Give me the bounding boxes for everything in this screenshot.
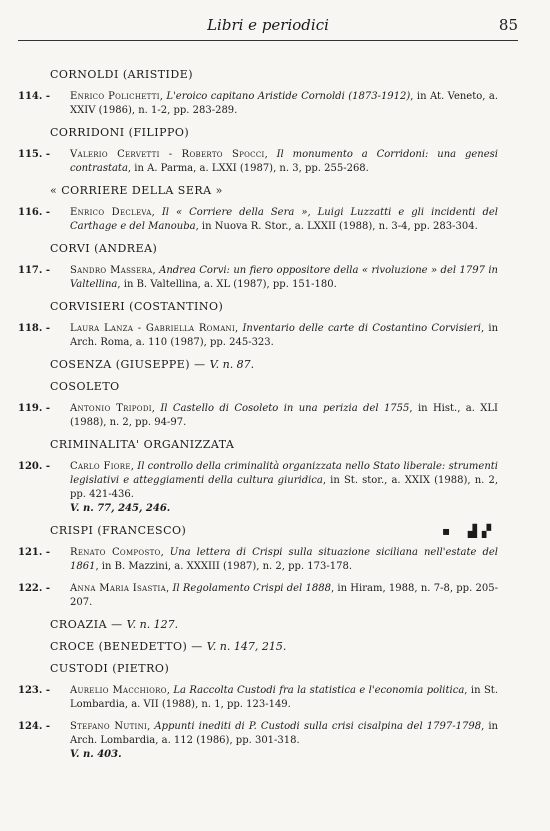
entry-title: Il Castello di Cosoleto in una perizia del 1755 bbox=[160, 403, 410, 414]
heading-text: CROAZIA — bbox=[50, 618, 123, 631]
section-heading bbox=[50, 358, 498, 372]
bibliography-entry: 124. - Stefano Nutini, Appunti inediti di P. Custodi sulla crisi cisalpina del 1797-1798, in Arch. Lombardia, a. 112 (1986), pp. 301-318. V. n. 403. bbox=[18, 721, 498, 760]
entry-number: 119. - bbox=[18, 403, 50, 414]
entry-author: Aurelio Macchioro bbox=[70, 685, 167, 696]
entry-title: L'eroico capitano Aristide Cornoldi (1873-1912) bbox=[166, 91, 411, 102]
entry-source: , in B. Mazzini, a. XXXIII (1987), n. 2, pp. 173-178. bbox=[95, 561, 352, 572]
bibliography-entry: 120. - Carlo Fiore, Il controllo della criminalità organizzata nello Stato liberale: strumenti legislativi e atteggiamenti della cultura giuridica, in St. stor., a. XXIX (1988), n. 2, pp. 421-436. V. n. 77, 245, 246. bbox=[18, 461, 499, 514]
entry-author: Stefano Nutini bbox=[70, 721, 148, 732]
section-heading: CORRIDONI (FILIPPO) bbox=[50, 126, 190, 139]
page-header bbox=[18, 14, 518, 40]
entry-source: , in Arch. Roma, a. 110 (1987), pp. 245-323. bbox=[70, 323, 499, 348]
section-heading bbox=[50, 640, 498, 654]
ink-marks: ▪ ▟ ▞ bbox=[442, 524, 492, 538]
cross-reference: V. n. 147, 215. bbox=[206, 640, 287, 653]
cross-reference: V. n. 403. bbox=[70, 749, 122, 760]
running-title: Libri e periodici bbox=[207, 16, 329, 34]
entry-number: 116. - bbox=[18, 207, 50, 218]
bibliography-entry: 123. - Aurelio Macchioro, La Raccolta Custodi fra la statistica e l'economia politica, in St. Lombardia, a. VII (1988), n. 1, pp. 123-149. bbox=[18, 685, 498, 710]
entry-title: Una lettera di Crispi sulla situazione siciliana nell'estate del 1861 bbox=[70, 547, 498, 572]
heading-text: COSENZA (GIUSEPPE) — bbox=[50, 358, 206, 371]
entry-source: , in St. stor., a. XXIX (1988), n. 2, pp. 421-436. bbox=[70, 475, 499, 500]
bibliography-entry: 114. - Enrico Polichetti, L'eroico capitano Aristide Cornoldi (1873-1912), in At. Veneto, a. XXIV (1986), n. 1-2, pp. 283-289. bbox=[18, 91, 499, 116]
section-heading bbox=[50, 524, 498, 538]
entry-author: Laura Lanza - Gabriella Romani bbox=[70, 323, 236, 334]
heading-text: CROCE (BENEDETTO) — bbox=[50, 640, 203, 653]
section-heading bbox=[50, 618, 498, 632]
cross-reference: V. n. 77, 245, 246. bbox=[70, 503, 171, 514]
entry-author: Antonio Tripodi bbox=[70, 403, 152, 414]
entry-title: Il Regolamento Crispi del 1888 bbox=[172, 583, 331, 594]
entry-title: La Raccolta Custodi fra la statistica e l'economia politica bbox=[173, 685, 465, 696]
bibliography-entry: 116. - Enrico Decleva, Il « Corriere della Sera », Luigi Luzzatti e gli incidenti del Carthage e del Manouba, in Nuova R. Stor., a. LXXII (1988), n. 3-4, pp. 283-304. bbox=[18, 207, 499, 232]
entry-author: Enrico Decleva bbox=[70, 207, 152, 218]
section-heading: CRIMINALITA' ORGANIZZATA bbox=[50, 438, 235, 451]
entry-number: 124. - bbox=[18, 721, 50, 732]
entry-number: 117. - bbox=[18, 265, 50, 276]
bibliography-entry: 118. - Laura Lanza - Gabriella Romani, Inventario delle carte di Costantino Corvisieri, in Arch. Roma, a. 110 (1987), pp. 245-323. bbox=[18, 323, 499, 348]
entry-author: Renato Composto bbox=[70, 547, 161, 558]
section-heading: CORVI (ANDREA) bbox=[50, 242, 158, 255]
section-heading: CORNOLDI (ARISTIDE) bbox=[50, 68, 194, 81]
entry-source: , in Hiram, 1988, n. 7-8, pp. 205-207. bbox=[70, 583, 499, 608]
cross-reference: V. n. 87. bbox=[209, 358, 255, 371]
entry-source: , in St. Lombardia, a. VII (1988), n. 1, pp. 123-149. bbox=[70, 685, 498, 710]
entry-source: , in A. Parma, a. LXXI (1987), n. 3, pp. 255-268. bbox=[127, 163, 369, 174]
entry-source: , in At. Veneto, a. XXIV (1986), n. 1-2, pp. 283-289. bbox=[70, 91, 499, 116]
entry-author: Carlo Fiore bbox=[70, 461, 131, 472]
bibliography-entry: 117. - Sandro Massera, Andrea Corvi: un fiero oppositore della « rivoluzione » del 1797 in Valtellina, in B. Valtellina, a. XL (1987), pp. 151-180. bbox=[18, 265, 498, 290]
entry-source: , in B. Valtellina, a. XL (1987), pp. 151-180. bbox=[117, 279, 337, 290]
page-number: 85 bbox=[498, 16, 518, 34]
entry-title: Il monumento a Corridoni: una genesi contrastata bbox=[70, 149, 498, 174]
bibliography-entry: 119. - Antonio Tripodi, Il Castello di Cosoleto in una perizia del 1755, in Hist., a. XLI (1988), n. 2, pp. 94-97. bbox=[18, 403, 498, 428]
entry-source: , in Hist., a. XLI (1988), n. 2, pp. 94-97. bbox=[70, 403, 498, 428]
entry-author: Valerio Cervetti - Roberto Spocci bbox=[70, 149, 265, 160]
section-heading: CORVISIERI (COSTANTINO) bbox=[50, 300, 224, 313]
entry-number: 122. - bbox=[18, 583, 50, 594]
entry-number: 118. - bbox=[18, 323, 50, 334]
entry-title: Il controllo della criminalità organizzata nello Stato liberale: strumenti legislativi e atteggiamenti della cultura giuridica bbox=[70, 461, 498, 486]
entry-number: 120. - bbox=[18, 461, 50, 472]
entry-number: 121. - bbox=[18, 547, 50, 558]
section-heading: CUSTODI (PIETRO) bbox=[50, 662, 170, 675]
section-heading: « CORRIERE DELLA SERA » bbox=[50, 184, 223, 197]
entry-title: Andrea Corvi: un fiero oppositore della « rivoluzione » del 1797 in Valtellina bbox=[70, 265, 498, 290]
bibliography-entry: 115. - Valerio Cervetti - Roberto Spocci, Il monumento a Corridoni: una genesi contrastata, in A. Parma, a. LXXI (1987), n. 3, pp. 255-268. bbox=[18, 149, 498, 174]
entry-title: Appunti inediti di P. Custodi sulla crisi cisalpina del 1797-1798 bbox=[154, 721, 482, 732]
entry-title: Inventario delle carte di Costantino Corvisieri bbox=[242, 323, 481, 334]
entry-source: , in Nuova R. Stor., a. LXXII (1988), n. 3-4, pp. 283-304. bbox=[195, 221, 478, 232]
heading-text: CRISPI (FRANCESCO) bbox=[50, 524, 187, 537]
entry-number: 123. - bbox=[18, 685, 50, 696]
entry-number: 115. - bbox=[18, 149, 50, 160]
entry-source: , in Arch. Lombardia, a. 112 (1986), pp. 301-318. bbox=[70, 721, 498, 746]
entry-author: Enrico Polichetti bbox=[70, 91, 160, 102]
bibliography-entry: 121. - Renato Composto, Una lettera di Crispi sulla situazione siciliana nell'estate del 1861, in B. Mazzini, a. XXXIII (1987), n. 2, pp. 173-178. bbox=[18, 547, 498, 572]
entry-author: Anna Maria Isastia bbox=[70, 583, 166, 594]
header-rule bbox=[18, 40, 518, 41]
bibliography-list bbox=[18, 60, 498, 770]
entry-title: Il « Corriere della Sera », Luigi Luzzatti e gli incidenti del Carthage e del Manouba bbox=[70, 207, 499, 232]
cross-reference: V. n. 127. bbox=[126, 618, 179, 631]
bibliography-entry: 122. - Anna Maria Isastia, Il Regolamento Crispi del 1888, in Hiram, 1988, n. 7-8, pp. 205-207. bbox=[18, 583, 499, 608]
entry-number: 114. - bbox=[18, 91, 50, 102]
entry-author: Sandro Massera bbox=[70, 265, 153, 276]
section-heading: COSOLETO bbox=[50, 380, 120, 393]
